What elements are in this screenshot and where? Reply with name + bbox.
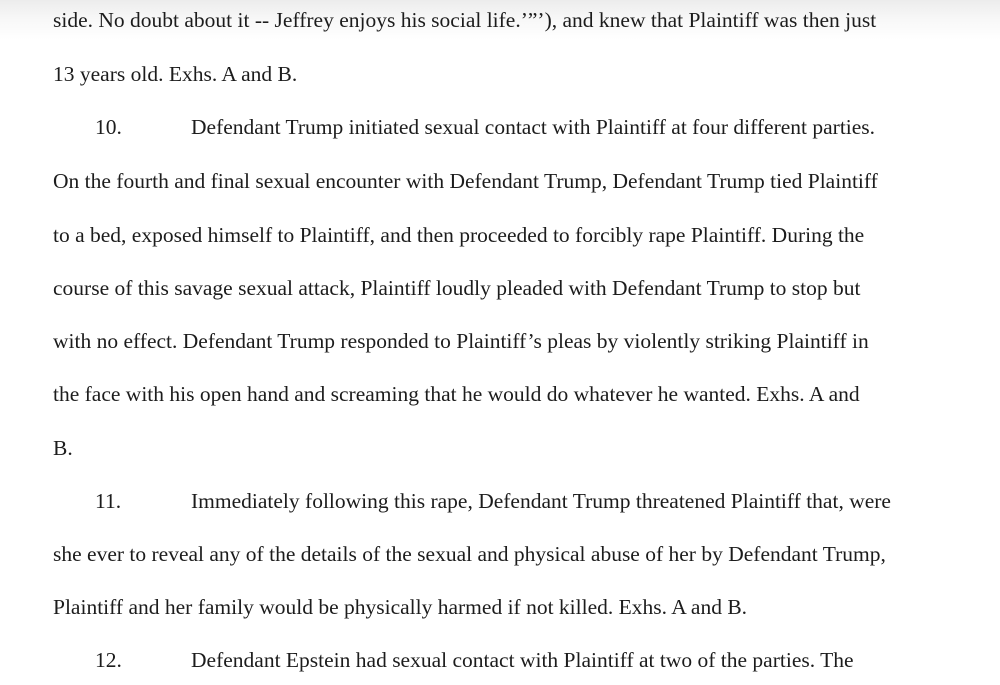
text-line: the face with his open hand and screaming that he would do whatever he wanted. Exhs. A and (53, 382, 860, 406)
text-line: 13 years old. Exhs. A and B. (53, 62, 298, 86)
paragraph-first-line: Defendant Trump initiated sexual contact with Plaintiff at four different parties. (191, 115, 876, 139)
text-line: she ever to reveal any of the details of the sexual and physical abuse of her by Defendant Trump, (53, 542, 886, 566)
text-line: to a bed, exposed himself to Plaintiff, and then proceeded to forcibly rape Plaintiff. During the (53, 223, 865, 247)
text-line: with no effect. Defendant Trump responded to Plaintiff’s pleas by violently striking Plaintiff in (53, 329, 869, 353)
text-line: On the fourth and final sexual encounter with Defendant Trump, Defendant Trump tied Plaintiff (53, 169, 878, 193)
paragraph-first-line: Defendant Epstein had sexual contact with Plaintiff at two of the parties. The (191, 648, 854, 672)
text-line: course of this savage sexual attack, Plaintiff loudly pleaded with Defendant Trump to stop but (53, 276, 861, 300)
text-line: side. No doubt about it -- Jeffrey enjoys his social life.’”’), and knew that Plaintiff was then just (53, 8, 877, 32)
text-line: Plaintiff and her family would be physically harmed if not killed. Exhs. A and B. (53, 595, 748, 619)
paragraph-number: 10. (95, 115, 122, 139)
paragraph-number: 11. (95, 489, 122, 513)
text-line: B. (53, 436, 73, 460)
paragraph-number: 12. (95, 648, 122, 672)
paragraph-first-line: Immediately following this rape, Defendant Trump threatened Plaintiff that, were (191, 489, 891, 513)
